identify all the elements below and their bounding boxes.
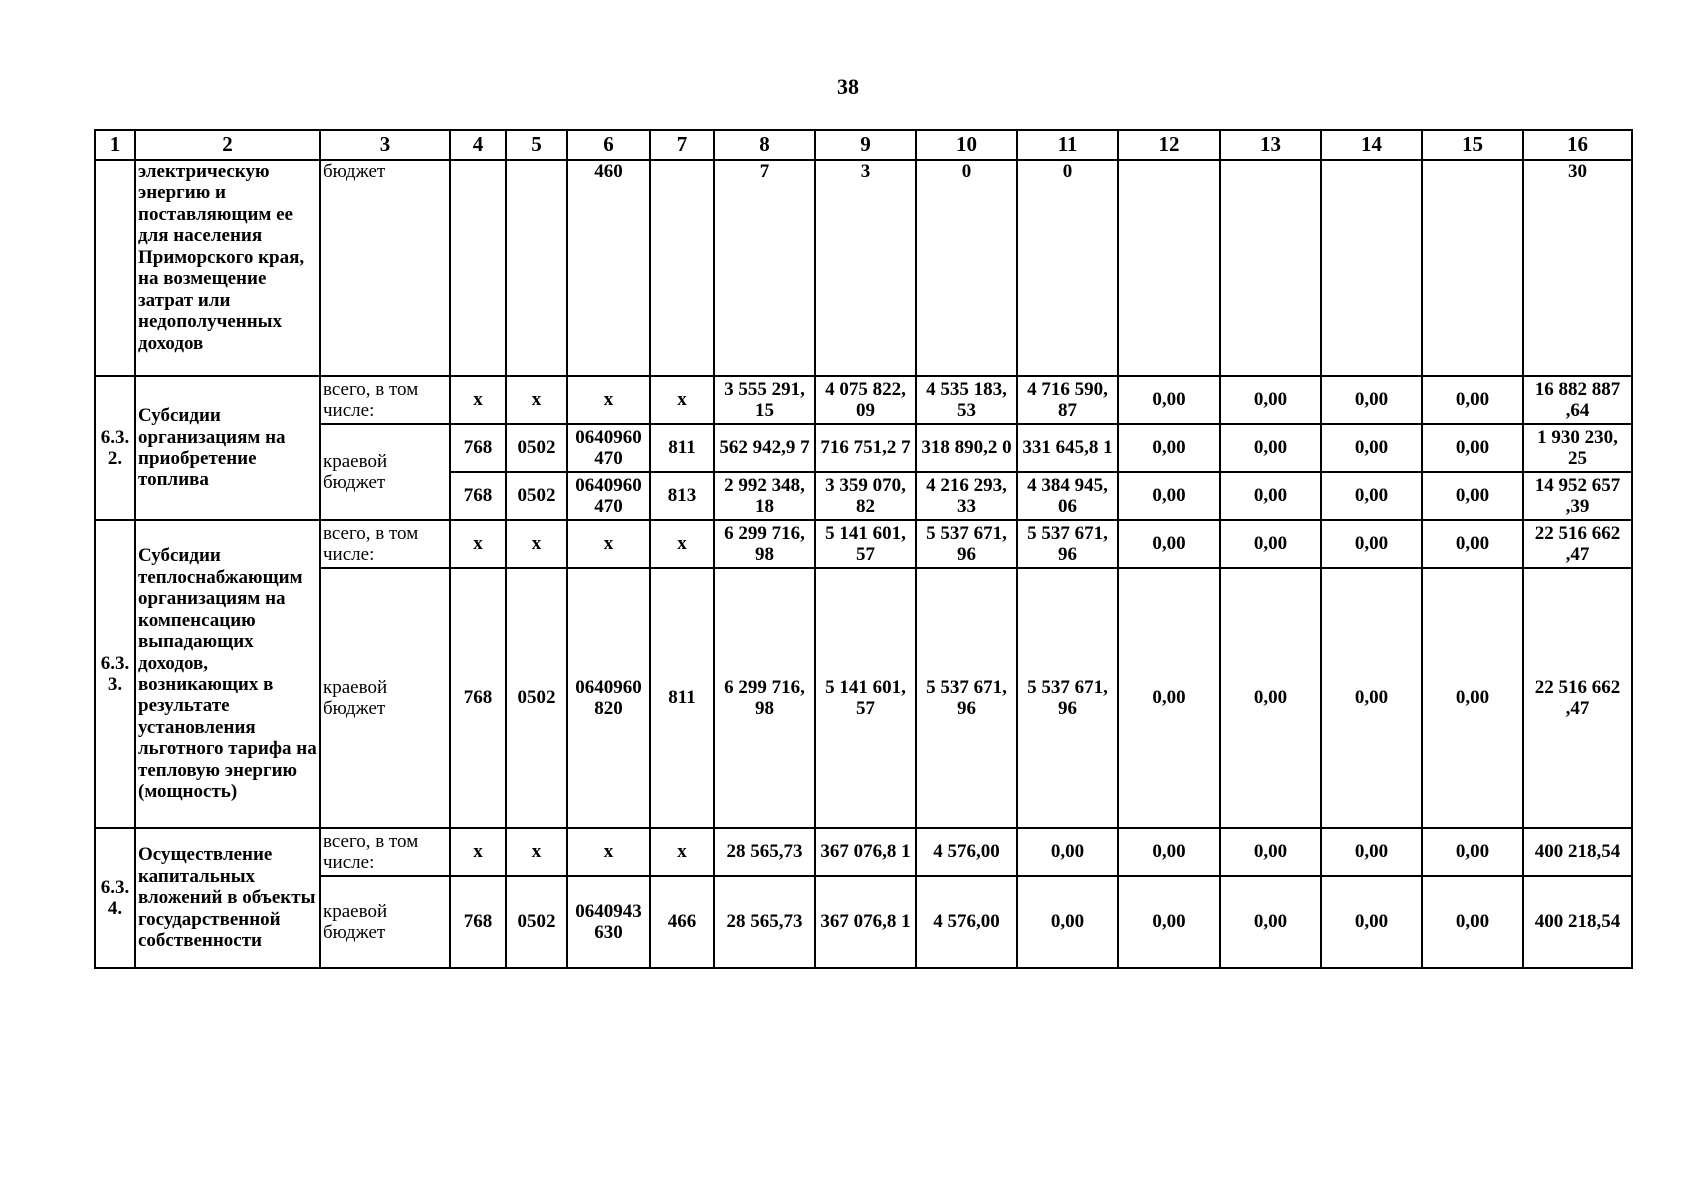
cell-year-2025: 0,00	[1220, 876, 1321, 968]
cell-year-2024: 0,00	[1118, 828, 1220, 876]
table-row	[95, 424, 1632, 472]
column-number-7: 7	[650, 130, 714, 160]
page-number: 38	[837, 74, 859, 99]
cell-year-2021: 367 076,8 1	[815, 876, 916, 968]
cell-total: 22 516 662 ,47	[1523, 568, 1632, 828]
cell-year-2024: 0,00	[1118, 520, 1220, 568]
cell-year-2026: 0,00	[1321, 424, 1422, 472]
column-number-12: 12	[1118, 130, 1220, 160]
cell-year-2027: 0,00	[1422, 568, 1523, 828]
cell-vr: 813	[650, 472, 714, 520]
cell-rzpr: 0502	[506, 568, 567, 828]
cell-total: 22 516 662 ,47	[1523, 520, 1632, 568]
cell-vr: x	[650, 520, 714, 568]
cell-year-2025: 0,00	[1220, 472, 1321, 520]
column-number-14: 14	[1321, 130, 1422, 160]
cell-year-2020: 28 565,73	[714, 876, 815, 968]
cell-year-2020: 6 299 716, 98	[714, 520, 815, 568]
column-number-1: 1	[95, 130, 135, 160]
cell-year-2026	[1321, 160, 1422, 376]
cell-year-2020: 2 992 348, 18	[714, 472, 815, 520]
cell-kgrbs: x	[450, 520, 506, 568]
cell-csr: 0640943 630	[567, 876, 650, 968]
funding-source: краевой бюджет	[320, 424, 450, 520]
cell-year-2025	[1220, 160, 1321, 376]
column-number-5: 5	[506, 130, 567, 160]
cell-kgrbs	[450, 160, 506, 376]
cell-vr: x	[650, 376, 714, 424]
cell-year-2021: 4 075 822, 09	[815, 376, 916, 424]
cell-year-2023: 5 537 671, 96	[1017, 520, 1118, 568]
column-number-9: 9	[815, 130, 916, 160]
cell-total: 400 218,54	[1523, 828, 1632, 876]
cell-year-2026: 0,00	[1321, 828, 1422, 876]
column-number-11: 11	[1017, 130, 1118, 160]
cell-year-2021: 3 359 070, 82	[815, 472, 916, 520]
cell-rzpr: x	[506, 376, 567, 424]
cell-year-2026: 0,00	[1321, 472, 1422, 520]
column-number-15: 15	[1422, 130, 1523, 160]
column-number-row	[95, 130, 1632, 160]
funding-source: бюджет	[320, 160, 450, 376]
cell-year-2025: 0,00	[1220, 568, 1321, 828]
cell-year-2027	[1422, 160, 1523, 376]
column-number-10: 10	[916, 130, 1017, 160]
cell-year-2022: 4 535 183, 53	[916, 376, 1017, 424]
cell-csr: 0640960 820	[567, 568, 650, 828]
cell-year-2021: 3	[815, 160, 916, 376]
cell-csr: 0640960 470	[567, 472, 650, 520]
column-number-13: 13	[1220, 130, 1321, 160]
column-number-8: 8	[714, 130, 815, 160]
cell-kgrbs: 768	[450, 568, 506, 828]
cell-year-2020: 6 299 716, 98	[714, 568, 815, 828]
cell-year-2024: 0,00	[1118, 472, 1220, 520]
column-number-3: 3	[320, 130, 450, 160]
cell-year-2021: 5 141 601, 57	[815, 520, 916, 568]
item-number: 6.3. 2.	[95, 376, 135, 520]
cell-year-2023: 4 384 945, 06	[1017, 472, 1118, 520]
cell-rzpr: 0502	[506, 472, 567, 520]
cell-year-2022: 0	[916, 160, 1017, 376]
cell-year-2023: 5 537 671, 96	[1017, 568, 1118, 828]
cell-year-2024: 0,00	[1118, 376, 1220, 424]
funding-source: всего, в том числе:	[320, 376, 450, 424]
table-row	[95, 520, 1632, 568]
item-name: Осуществление капитальных вложений в объекты государственной собственности	[135, 828, 320, 968]
cell-kgrbs: 768	[450, 876, 506, 968]
cell-year-2025: 0,00	[1220, 376, 1321, 424]
cell-year-2027: 0,00	[1422, 472, 1523, 520]
cell-year-2024: 0,00	[1118, 568, 1220, 828]
cell-year-2020: 7	[714, 160, 815, 376]
cell-year-2023: 0,00	[1017, 876, 1118, 968]
cell-year-2020: 3 555 291, 15	[714, 376, 815, 424]
cell-csr: x	[567, 520, 650, 568]
cell-vr: x	[650, 828, 714, 876]
cell-kgrbs: x	[450, 828, 506, 876]
item-number	[95, 160, 135, 376]
cell-year-2022: 4 576,00	[916, 876, 1017, 968]
cell-rzpr: 0502	[506, 876, 567, 968]
cell-year-2026: 0,00	[1321, 520, 1422, 568]
cell-year-2027: 0,00	[1422, 376, 1523, 424]
cell-kgrbs: 768	[450, 472, 506, 520]
cell-vr	[650, 160, 714, 376]
table-row	[95, 376, 1632, 424]
cell-year-2022: 5 537 671, 96	[916, 568, 1017, 828]
item-number: 6.3. 4.	[95, 828, 135, 968]
cell-total: 30	[1523, 160, 1632, 376]
cell-year-2025: 0,00	[1220, 520, 1321, 568]
cell-kgrbs: x	[450, 376, 506, 424]
cell-year-2025: 0,00	[1220, 828, 1321, 876]
cell-year-2022: 5 537 671, 96	[916, 520, 1017, 568]
cell-csr: 0640960 470	[567, 424, 650, 472]
cell-year-2021: 716 751,2 7	[815, 424, 916, 472]
cell-total: 14 952 657 ,39	[1523, 472, 1632, 520]
cell-vr: 466	[650, 876, 714, 968]
cell-year-2023: 4 716 590, 87	[1017, 376, 1118, 424]
funding-source: всего, в том числе:	[320, 520, 450, 568]
item-name: Субсидии теплоснабжающим организациям на компенсацию выпадающих доходов, возникающих в результате установления льготного тарифа на тепловую энергию (мощность)	[135, 520, 320, 828]
cell-year-2025: 0,00	[1220, 424, 1321, 472]
cell-year-2024	[1118, 160, 1220, 376]
cell-total: 400 218,54	[1523, 876, 1632, 968]
cell-rzpr: x	[506, 520, 567, 568]
funding-source: краевой бюджет	[320, 876, 450, 968]
cell-year-2023: 331 645,8 1	[1017, 424, 1118, 472]
cell-year-2022: 318 890,2 0	[916, 424, 1017, 472]
cell-vr: 811	[650, 424, 714, 472]
column-number-2: 2	[135, 130, 320, 160]
cell-csr: x	[567, 828, 650, 876]
cell-rzpr: 0502	[506, 424, 567, 472]
item-name: Субсидии организациям на приобретение топлива	[135, 376, 320, 520]
cell-rzpr: x	[506, 828, 567, 876]
cell-year-2023: 0,00	[1017, 828, 1118, 876]
column-number-16: 16	[1523, 130, 1632, 160]
budget-table	[94, 129, 1633, 969]
funding-source: краевой бюджет	[320, 568, 450, 828]
table-row	[95, 568, 1632, 828]
cell-year-2024: 0,00	[1118, 424, 1220, 472]
cell-year-2026: 0,00	[1321, 376, 1422, 424]
table-row	[95, 160, 1632, 376]
cell-csr: 460	[567, 160, 650, 376]
table-row	[95, 876, 1632, 968]
column-number-4: 4	[450, 130, 506, 160]
cell-year-2021: 367 076,8 1	[815, 828, 916, 876]
column-number-6: 6	[567, 130, 650, 160]
cell-total: 1 930 230, 25	[1523, 424, 1632, 472]
cell-year-2027: 0,00	[1422, 520, 1523, 568]
cell-year-2026: 0,00	[1321, 568, 1422, 828]
cell-year-2026: 0,00	[1321, 876, 1422, 968]
cell-csr: x	[567, 376, 650, 424]
cell-year-2020: 28 565,73	[714, 828, 815, 876]
cell-kgrbs: 768	[450, 424, 506, 472]
table-row	[95, 828, 1632, 876]
item-name: электрическую энергию и поставляющим ее для населения Приморского края, на возмещение затрат или недополученных доходов	[135, 160, 320, 376]
item-number: 6.3. 3.	[95, 520, 135, 828]
cell-rzpr	[506, 160, 567, 376]
cell-year-2023: 0	[1017, 160, 1118, 376]
cell-year-2021: 5 141 601, 57	[815, 568, 916, 828]
funding-source: всего, в том числе:	[320, 828, 450, 876]
cell-year-2020: 562 942,9 7	[714, 424, 815, 472]
cell-year-2024: 0,00	[1118, 876, 1220, 968]
cell-year-2022: 4 216 293, 33	[916, 472, 1017, 520]
cell-year-2027: 0,00	[1422, 828, 1523, 876]
cell-year-2027: 0,00	[1422, 876, 1523, 968]
cell-year-2027: 0,00	[1422, 424, 1523, 472]
cell-year-2022: 4 576,00	[916, 828, 1017, 876]
cell-vr: 811	[650, 568, 714, 828]
cell-total: 16 882 887 ,64	[1523, 376, 1632, 424]
